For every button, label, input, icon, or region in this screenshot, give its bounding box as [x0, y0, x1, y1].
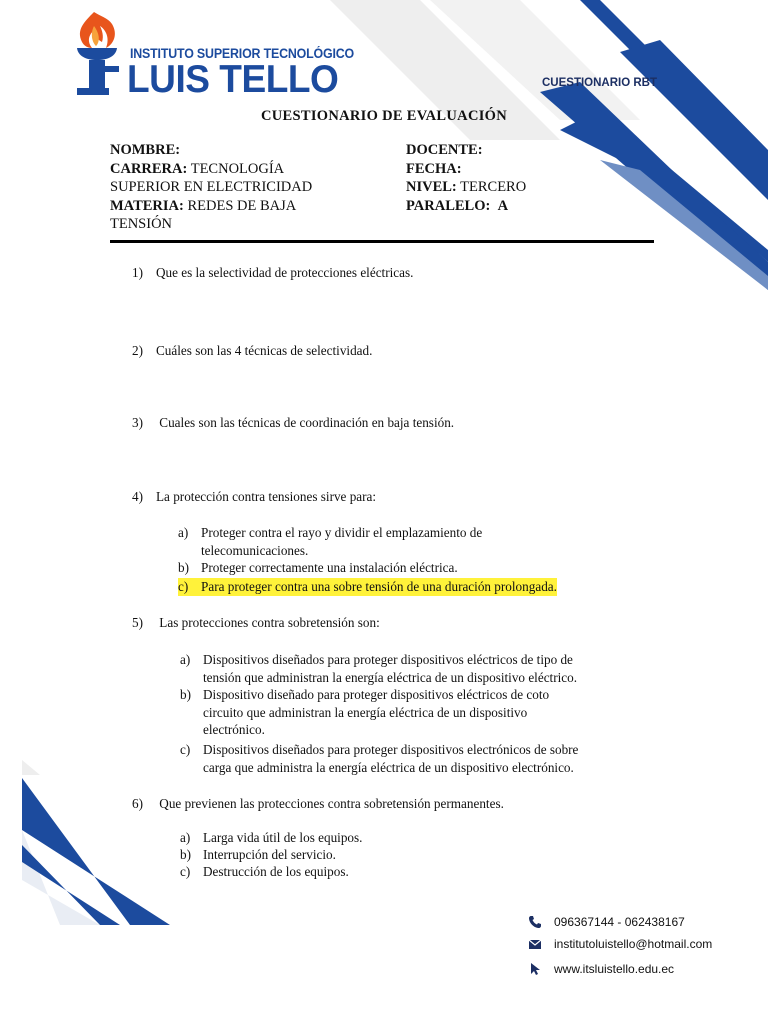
option-letter: c): [180, 742, 191, 757]
email-link[interactable]: institutoluistello@hotmail.com: [554, 937, 713, 951]
option-letter: a): [180, 652, 191, 667]
nombre-label: NOMBRE:: [110, 142, 181, 158]
institute-name: LUIS TELLO: [127, 58, 339, 101]
option-letter: c): [180, 864, 191, 879]
question-text: Cuales son las técnicas de coordinación en baja tensión.: [156, 415, 455, 430]
option-letter: c): [178, 579, 189, 594]
carrera-label: CARRERA:: [110, 160, 188, 177]
question-5: [132, 615, 380, 631]
paralelo-label: PARALELO:: [406, 197, 491, 214]
course-info: [406, 141, 606, 215]
option-letter: b): [180, 687, 191, 702]
option-text: Interrupción del servicio.: [203, 847, 336, 862]
option-text: Dispositivos diseñados para proteger dispositivos electrónicos de sobre: [203, 742, 579, 757]
question-2: [132, 343, 372, 359]
question-text: Que es la selectividad de protecciones eléctricas.: [156, 265, 414, 280]
option-6c: [180, 863, 349, 881]
question-number: 4): [132, 489, 143, 504]
question-text: Las protecciones contra sobretensión son:: [156, 615, 380, 630]
question-number: 2): [132, 343, 143, 358]
option-5c: [180, 741, 578, 776]
nivel-label: NIVEL:: [406, 179, 457, 195]
option-text-cont: circuito que administran la energía eléctrica de un dispositivo: [203, 704, 528, 720]
envelope-icon: [528, 937, 542, 951]
question-text: Que previenen las protecciones contra sobretensión permanentes.: [156, 796, 504, 811]
option-text: Para proteger contra una sobre tensión de una duración prolongada.: [201, 579, 557, 594]
paralelo-value: A: [497, 197, 509, 214]
fecha-label: FECHA:: [406, 160, 462, 177]
question-3: [132, 415, 454, 431]
student-info: [110, 141, 350, 234]
institute-line: INSTITUTO SUPERIOR TECNOLÓGICO: [130, 46, 355, 61]
website-link[interactable]: www.itsluistello.edu.ec: [554, 962, 675, 976]
option-letter: b): [180, 847, 191, 862]
option-text: Proteger correctamente una instalación eléctrica.: [201, 560, 458, 575]
option-text-cont: tensión que administran la energía eléctrica de un dispositivo eléctrico.: [203, 669, 578, 685]
question-number: 6): [132, 796, 143, 811]
phone-icon: [528, 915, 542, 929]
option-text: Dispositivo diseñado para proteger dispositivos eléctricos de coto: [203, 687, 550, 702]
option-text-cont: carga que administra la energía eléctrica de un dispositivo electrónico.: [203, 759, 574, 775]
materia-value-cont: TENSIÓN: [110, 216, 173, 232]
docente-label: DOCENTE:: [406, 142, 483, 158]
question-text: Cuáles son las 4 técnicas de selectividad.: [156, 343, 373, 358]
option-4c-highlighted: [178, 578, 557, 596]
question-number: 3): [132, 415, 143, 430]
carrera-value: TECNOLOGÍA: [190, 160, 285, 177]
divider: [110, 240, 654, 243]
phone-text: 096367144 - 062438167: [554, 915, 685, 929]
page-title: CUESTIONARIO DE EVALUACIÓN: [260, 108, 508, 124]
option-6b: [180, 846, 336, 864]
option-6a: [180, 829, 362, 847]
option-4b: [178, 559, 458, 577]
option-text: Destrucción de los equipos.: [203, 864, 349, 879]
question-text: La protección contra tensiones sirve para:: [156, 489, 377, 504]
option-text: Proteger contra el rayo y dividir el emplazamiento de: [201, 525, 483, 540]
option-5b: [180, 686, 549, 739]
option-text: Dispositivos diseñados para proteger dispositivos eléctricos de tipo de: [203, 652, 573, 667]
cursor-icon: [528, 962, 542, 976]
option-4a: [178, 524, 482, 559]
nivel-value: TERCERO: [460, 179, 527, 195]
question-number: 1): [132, 265, 143, 280]
option-text-cont: electrónico.: [203, 722, 265, 737]
question-number: 5): [132, 615, 143, 630]
option-letter: a): [180, 830, 191, 845]
question-4: [132, 489, 376, 505]
option-text-cont: telecomunicaciones.: [201, 542, 309, 558]
carrera-value-cont: SUPERIOR EN ELECTRICIDAD: [110, 179, 313, 195]
institute-logo: [72, 8, 355, 101]
header-label: CUESTIONARIO RBT: [542, 77, 657, 89]
question-6: [132, 796, 504, 812]
option-text: Larga vida útil de los equipos.: [203, 830, 363, 845]
materia-label: MATERIA:: [110, 197, 184, 214]
torch-icon: [72, 8, 127, 98]
option-letter: a): [178, 525, 189, 540]
option-5a: [180, 651, 577, 686]
question-1: [132, 265, 413, 281]
materia-value: REDES DE BAJA: [187, 197, 297, 214]
option-letter: b): [178, 560, 189, 575]
